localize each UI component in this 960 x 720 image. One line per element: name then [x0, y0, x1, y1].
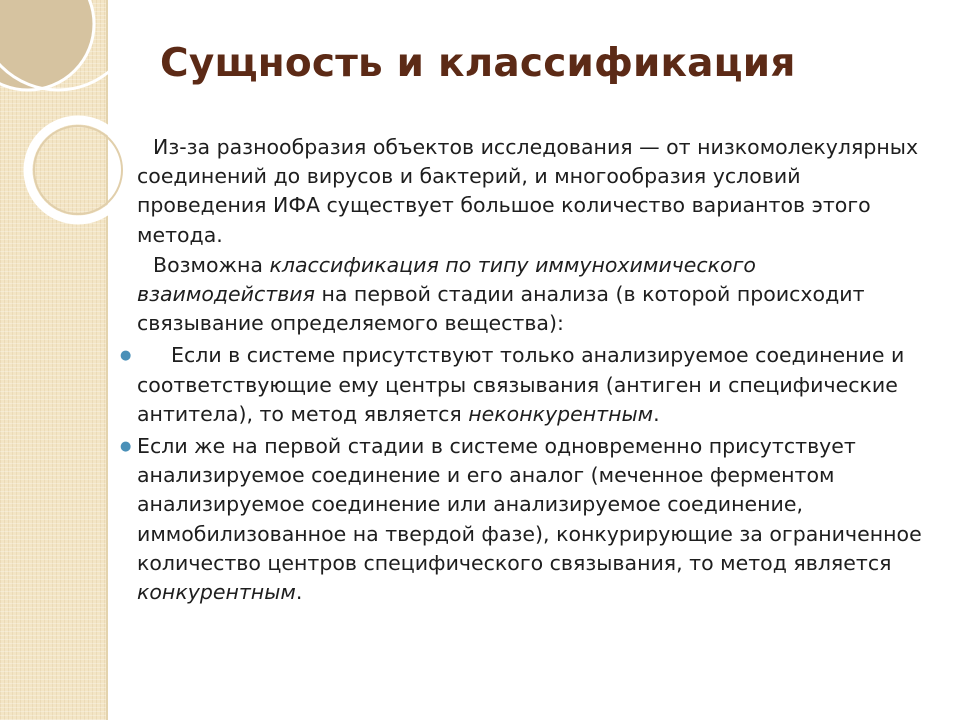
- paragraph-classification-tail: на первой стадии анализа (в которой происходит связывание определяемого вещества):: [137, 282, 865, 336]
- decorative-ring-bottom-outline: [34, 126, 122, 214]
- paragraph-classification-italic: классификация по типу иммунохимического взаимодействия: [137, 252, 756, 307]
- paragraph-intro-text: Из-за разнообразия объектов исследования — от низкомолекулярных соединений до вирусов и бактерий, и многообразия условий проведения ИФА существует большое количество вариантов этого метода.: [137, 135, 919, 247]
- bullet-item-competitive-tail: .: [295, 580, 303, 605]
- paragraph-classification: [137, 251, 927, 339]
- bullet-item-noncompetitive: [120, 341, 927, 429]
- paragraph-intro: [137, 133, 927, 250]
- bullet-item-noncompetitive-tail: .: [653, 401, 660, 426]
- bullet-item-competitive-italic: конкурентным: [137, 580, 296, 605]
- bullet-item-noncompetitive-text: Если в системе присутствуют только анализируемое соединение и соответствующие ему центры связывания (антиген и специфические антитела), то метод является: [137, 343, 905, 426]
- decorative-ring-bottom: [28, 120, 128, 220]
- paragraph-classification-lead: Возможна: [153, 252, 270, 277]
- bullet-item-competitive-text: Если же на первой стадии в системе одновременно присутствует анализируемое соединение и его аналог (меченное ферментом анализируемое соединение или анализируемое соединение, иммобилизованное на твердой фазе), конкурирующие за ограниченное количество центров специфического связывания, то метод является: [137, 434, 922, 575]
- bullet-dot-icon: ●: [120, 439, 132, 455]
- bullet-item-competitive: [120, 432, 927, 607]
- slide-title: Сущность и классификация: [160, 41, 796, 86]
- bullet-item-noncompetitive-italic: неконкурентным: [468, 401, 654, 426]
- slide-body: [120, 133, 927, 607]
- bullet-dot-icon: ●: [120, 348, 132, 364]
